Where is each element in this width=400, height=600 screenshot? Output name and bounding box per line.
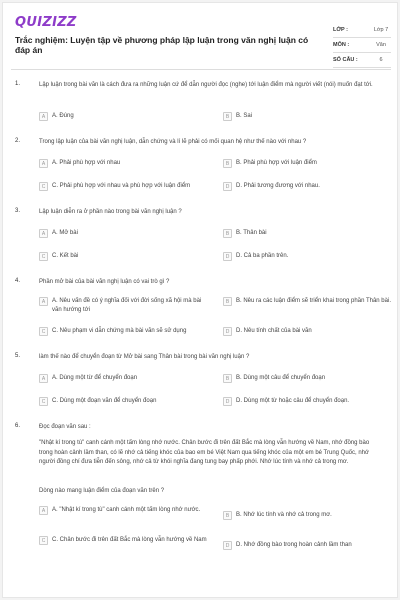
option-d[interactable]: [223, 540, 393, 555]
option-letter-box: D: [223, 182, 232, 191]
option-letter-box: B: [223, 511, 232, 520]
option-letter-box: B: [223, 229, 232, 238]
option-letter-box: A: [39, 112, 48, 121]
option-text: D. Dùng một từ hoặc câu để chuyển đoạn.: [236, 398, 350, 404]
meta-value: Văn: [376, 42, 386, 48]
option-a[interactable]: [39, 228, 209, 243]
meta-value: Lớp 7: [373, 27, 389, 33]
option-b[interactable]: [223, 373, 393, 388]
option-text: A. Mở bài: [52, 230, 78, 236]
option-text: B. Phải phù hợp với luận điểm: [236, 160, 317, 166]
option-a[interactable]: [39, 505, 209, 527]
option-c[interactable]: [39, 251, 209, 266]
option-a[interactable]: [39, 373, 209, 388]
question-number: 3.: [15, 208, 21, 214]
option-text: D. Nêu tính chất của bài văn: [236, 328, 312, 334]
worksheet-page: [2, 2, 398, 598]
page-title: Trắc nghiệm: Luyện tập về phương pháp lập luận trong văn nghị luận có đáp án: [15, 35, 309, 55]
question-text: làm thế nào để chuyển đoạn từ Mở bài sang Thân bài trong bài văn nghị luận ?: [39, 354, 250, 360]
option-text: A. "Nhật kí trong tù" canh cánh một tấm lòng nhớ nước.: [52, 507, 201, 513]
option-text: C. Nêu phạm vi dẫn chứng mà bài văn sẽ sử dụng: [52, 328, 187, 334]
option-text: B. Nêu ra các luận điểm sẽ triển khai trong phần Thân bài.: [236, 298, 391, 304]
option-text: B. Nhớ lúc tính và nhớ cả trong mơ.: [236, 512, 332, 518]
option-text: D. Phải tương đương với nhau.: [236, 183, 320, 189]
option-letter-box: D: [223, 397, 232, 406]
option-c[interactable]: [39, 535, 209, 557]
option-text: B. Thân bài: [236, 230, 267, 236]
option-a[interactable]: [39, 111, 209, 126]
option-letter-box: D: [223, 541, 232, 550]
meta-row-grade: [333, 23, 391, 38]
option-text: D. Cả ba phần trên.: [236, 253, 289, 259]
meta-value: 6: [379, 57, 383, 63]
question-text: Lập luận trong bài văn là cách đưa ra những luận cứ để dẫn người đọc (nghe) tới luận điểm mà người viết (nói) muốn đạt tới.: [39, 82, 373, 88]
worksheet-header: [11, 13, 391, 65]
reading-passage: "Nhật kí trong tù" canh cánh một tấm lòng nhớ nước. Chân bước đi trên đất Bắc mà lòng vẫn hướng về Nam, nhớ đồng bào trong hoàn cảnh lầm than, có lẽ nhớ cả tiếng khóc của bao em bé Việt Nam qua tiếng khóc của một em bé Trung Quốc, nhớ người đồng chí đưa tiễn đến sông, nhớ cả từ khói nghĩa đang tung bay phấp phới. Nhớ lúc tính và nhớ cả trong mơ.: [39, 440, 370, 465]
question-text: Trong lập luận của bài văn nghị luận, dẫn chứng và lí lẽ phải có mối quan hệ như thế nào với nhau ?: [39, 139, 307, 145]
option-a[interactable]: [39, 296, 209, 318]
option-a[interactable]: [39, 158, 209, 173]
option-letter-box: B: [223, 112, 232, 121]
option-letter-box: C: [39, 252, 48, 261]
option-text: A. Phải phù hợp với nhau: [52, 160, 121, 166]
option-text: B. Dùng một câu để chuyển đoạn: [236, 375, 326, 381]
question-text: Đọc đoạn văn sau :: [39, 424, 91, 430]
quizizz-logo: QUIZIZZ: [15, 15, 77, 30]
option-d[interactable]: [223, 326, 393, 341]
option-d[interactable]: [223, 181, 393, 196]
option-text: C. Kết bài: [52, 253, 79, 259]
option-b[interactable]: [223, 296, 393, 318]
option-c[interactable]: [39, 326, 209, 341]
question-number: 5.: [15, 353, 21, 359]
option-text: D. Nhớ đồng bào trong hoàn cảnh lầm than: [236, 542, 352, 548]
option-text: A. Nêu vấn đề có ý nghĩa đối với đời sống xã hội mà bài văn hướng tới: [52, 298, 202, 313]
header-divider: [11, 69, 391, 70]
option-letter-box: C: [39, 536, 48, 545]
option-letter-box: A: [39, 229, 48, 238]
option-text: B. Sai: [236, 113, 253, 119]
meta-label: MÔN :: [333, 42, 350, 48]
question-number: 2.: [15, 138, 21, 144]
option-letter-box: A: [39, 297, 48, 306]
option-text: A. Đúng: [52, 113, 74, 119]
option-letter-box: A: [39, 506, 48, 515]
question-number: 4.: [15, 278, 21, 284]
option-c[interactable]: [39, 181, 209, 196]
meta-label: SỐ CÂU :: [333, 57, 358, 63]
option-b[interactable]: [223, 228, 393, 243]
option-text: C. Phải phù hợp với nhau và phù hợp với luận điểm: [52, 183, 191, 189]
option-letter-box: B: [223, 159, 232, 168]
option-letter-box: D: [223, 252, 232, 261]
meta-label: LỚP :: [333, 27, 348, 33]
question-text: Lập luận diễn ra ở phần nào trong bài văn nghị luận ?: [39, 209, 182, 215]
option-b[interactable]: [223, 111, 393, 126]
option-b[interactable]: [223, 158, 393, 173]
option-b[interactable]: [223, 510, 393, 525]
question-text: Phần mở bài của bài văn nghị luận có vai trò gì ?: [39, 279, 170, 285]
option-d[interactable]: [223, 396, 393, 411]
option-letter-box: D: [223, 327, 232, 336]
option-letter-box: B: [223, 374, 232, 383]
meta-table: [333, 23, 391, 68]
option-c[interactable]: [39, 396, 209, 411]
question-number: 1.: [15, 81, 21, 87]
option-letter-box: C: [39, 182, 48, 191]
meta-row-count: [333, 53, 391, 68]
question-number: 6.: [15, 423, 21, 429]
option-text: A. Dùng một từ để chuyển đoạn: [52, 375, 138, 381]
question-prompt: Dòng nào mang luận điểm của đoạn văn trên ?: [39, 488, 165, 494]
option-text: C. Dùng một đoạn văn để chuyển đoạn: [52, 398, 157, 404]
meta-row-subject: [333, 38, 391, 53]
option-letter-box: C: [39, 397, 48, 406]
option-text: C. Chân bước đi trên đất Bắc mà lòng vẫn hướng về Nam: [52, 537, 207, 543]
option-letter-box: A: [39, 374, 48, 383]
option-letter-box: B: [223, 297, 232, 306]
option-letter-box: C: [39, 327, 48, 336]
option-d[interactable]: [223, 251, 393, 266]
option-letter-box: A: [39, 159, 48, 168]
